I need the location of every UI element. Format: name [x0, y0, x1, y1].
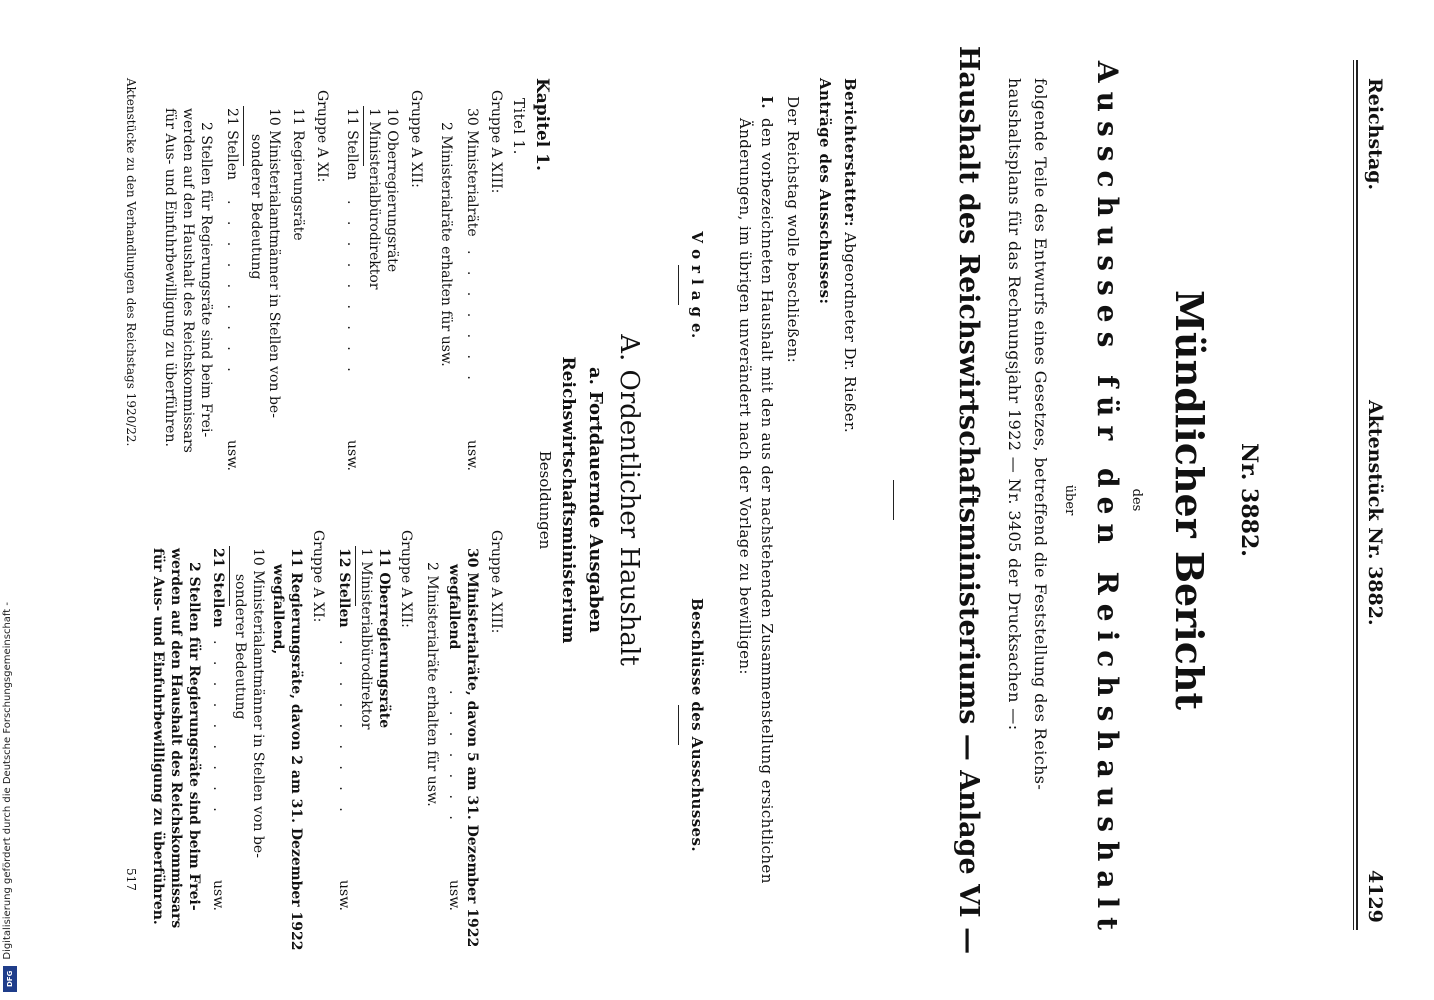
left-a11-row2a: 10 Ministerialamtmänner in Stellen von be- — [266, 108, 282, 418]
reporter-label: Berichterstatter: — [841, 78, 859, 227]
left-a12-row1: 10 Oberregierungsräte — [384, 108, 400, 273]
left-note-3: für Aus- und Einfuhrbewilligung zu überführen. — [162, 108, 178, 447]
right-a13-row1b: wegfallend — [446, 564, 462, 650]
header-rule-bottom — [1353, 60, 1354, 930]
digitization-sidebar — [0, 0, 22, 1000]
section-besoldungen: Besoldungen — [536, 450, 554, 550]
footer-page-signature: 517 — [124, 868, 138, 891]
digitization-notice: Digitalisierung gefördert durch die Deutsche Forschungsgemeinschaft - — [2, 602, 13, 960]
right-a13-row1 — [464, 548, 480, 947]
right-group-a11: Gruppe A XI: — [310, 530, 326, 623]
left-a11-sum-end: usw. — [224, 440, 240, 471]
right-a13-row1-text: 30 Ministerialräte, davon 5 am 31. Dezember 1922 — [464, 548, 480, 948]
left-a12-dots: . . . . . . . . . — [344, 200, 360, 378]
header-rule-top — [1356, 60, 1358, 930]
right-a13-dots: . . . . . . . — [446, 690, 462, 826]
left-a12-row2: 1 Ministerialbürodirektor — [366, 108, 382, 290]
right-a11-sumline — [229, 546, 230, 606]
left-a11-sum: 21 Stellen — [224, 108, 240, 181]
header-left: Reichstag. — [1364, 78, 1386, 191]
left-a11-row1: 11 Regierungsräte — [290, 108, 306, 241]
reporter-line — [841, 78, 859, 433]
column-head-rule-right — [678, 705, 679, 745]
left-a13-row1-end: usw. — [464, 440, 480, 471]
motions-intro: Der Reichstag wolle beschließen: — [784, 96, 802, 364]
right-group-a13: Gruppe A XIII: — [488, 530, 504, 634]
motion-line-2: Änderungen, im übrigen unverändert nach der Vorlage zu bewilligen: — [736, 118, 754, 675]
title-ueber: über — [1062, 484, 1077, 516]
motions-label: Anträge des Ausschusses: — [816, 78, 834, 305]
column-head-rule-left — [678, 265, 679, 305]
right-a11-row1b: wegfallend, — [270, 564, 286, 655]
doc-number: Nr. 3882. — [1236, 443, 1262, 557]
right-a12-dots: . . . . . . . . . — [336, 640, 352, 818]
left-group-a11: Gruppe A XI: — [314, 90, 330, 183]
title-des: des — [1129, 488, 1144, 512]
left-group-a13: Gruppe A XIII: — [488, 90, 504, 194]
footer-left: Aktenstücke zu den Verhandlungen des Reichstags 1920/22. — [124, 78, 138, 447]
left-note-1: 2 Stellen für Regierungsräte sind beim Frei- — [198, 122, 214, 438]
right-a12-row1: 11 Oberregierungsräte — [376, 548, 392, 729]
committee-title: Ausschusses für den Reichshaushalt — [1091, 60, 1124, 940]
intro-line-2: haushaltsplans für das Rechnungsjahr 1922 — Nr. 3405 der Drucksachen —: — [1005, 78, 1024, 731]
section-ordentlicher-haushalt: A. Ordentlicher Haushalt — [614, 334, 644, 666]
right-a11-row1: 11 Regierungsräte, davon 2 am 31. Dezember 1922 — [288, 548, 304, 951]
left-a11-sumline — [243, 106, 244, 166]
left-group-a12: Gruppe A XII: — [408, 90, 424, 188]
left-a13-row2: 2 Ministerialräte erhalten für usw. — [438, 122, 454, 367]
reporter-name: Abgeordneter Dr. Rießer. — [841, 232, 859, 434]
right-note-2: werden auf den Haushalt des Reichskommissars — [168, 548, 184, 929]
right-a13-row2: 2 Ministerialräte erhalten für usw. — [424, 562, 440, 807]
right-a12-sumline — [355, 546, 356, 606]
header-center: Aktenstück Nr. 3882. — [1364, 400, 1386, 626]
motion-number: I. — [758, 96, 776, 110]
column-head-beschluesse: Beschlüsse des Ausschusses. — [688, 598, 706, 852]
right-note-3: für Aus- und Einfuhrbewilligung zu überführen. — [150, 548, 166, 925]
right-a11-row2b: sonderer Bedeutung — [232, 574, 248, 720]
right-a11-dots: . . . . . . . . . — [210, 640, 226, 818]
left-a12-sumline — [363, 106, 364, 166]
right-a12-sum: 12 Stellen — [336, 548, 352, 628]
divider-short — [893, 480, 894, 520]
intro-line-1: folgende Teile des Entwurfs eines Gesetzes, betreffend die Feststellung des Reichs- — [1031, 78, 1050, 791]
right-a11-sum: 21 Stellen — [210, 548, 226, 628]
left-a11-row2b: sonderer Bedeutung — [248, 134, 264, 280]
left-note-2: werden auf den Haushalt des Reichskommissars — [180, 108, 196, 453]
left-a13-row1: 30 Ministerialräte — [464, 108, 480, 237]
left-titel: Titel 1. — [510, 98, 528, 155]
budget-title: Haushalt des Reichswirtschaftsministeriums — Anlage VI — — [953, 45, 984, 955]
right-a13-row1-end: usw. — [446, 880, 462, 911]
section-ministry: Reichswirtschaftsministerium — [558, 356, 578, 644]
section-fortdauernde-ausgaben: a. Fortdauernde Ausgaben — [585, 366, 606, 634]
right-a12-row2: 1 Ministerialbürodirektor — [358, 548, 374, 730]
report-title: Mündlicher Bericht — [1167, 289, 1212, 711]
page-number: 4129 — [1364, 870, 1386, 923]
left-a12-sum: 11 Stellen — [344, 108, 360, 181]
left-a11-dots: . . . . . . . . . — [224, 200, 240, 378]
right-a11-row2a: 10 Ministerialamtmänner in Stellen von be- — [250, 548, 266, 858]
right-note-1: 2 Stellen für Regierungsräte sind beim Frei- — [186, 562, 202, 911]
column-head-vorlage: V o r l a g e. — [688, 231, 706, 339]
right-a12-sum-end: usw. — [336, 880, 352, 911]
left-a12-sum-end: usw. — [344, 440, 360, 471]
dfg-logo-icon: DFG — [3, 966, 17, 992]
right-group-a12: Gruppe A XII: — [398, 530, 414, 628]
left-a13-dots: . . . . . . . — [464, 250, 480, 386]
right-a11-sum-end: usw. — [210, 880, 226, 911]
motion-line-1: den vorbezeichneten Haushalt mit den aus der nachstehenden Zusammenstellung ersichtlichen — [758, 118, 776, 884]
left-kapitel: Kapitel 1. — [532, 78, 552, 171]
